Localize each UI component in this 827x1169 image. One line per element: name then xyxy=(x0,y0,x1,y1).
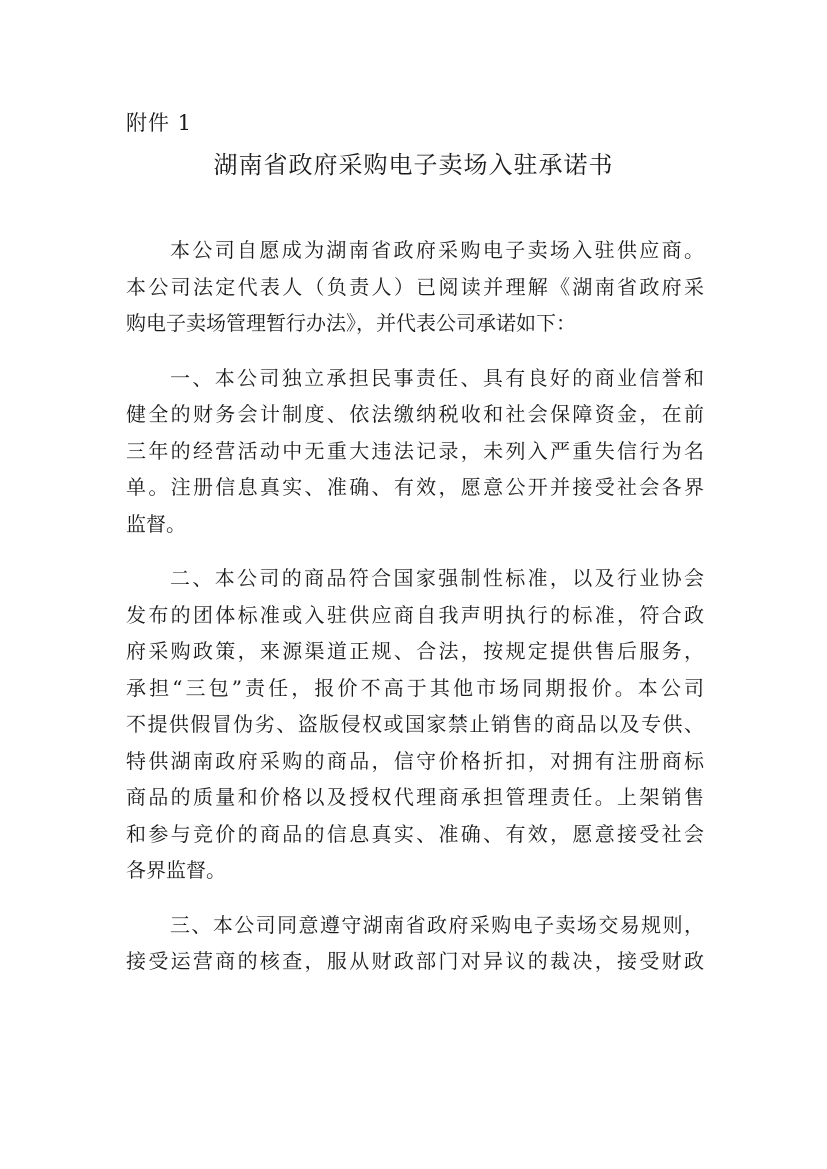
paragraph-line: 承担“三包”责任，报价不高于其他市场同期报价。本公司 xyxy=(126,675,704,700)
paragraph-line: 商品的质量和价格以及授权代理商承担管理责任。上架销售 xyxy=(126,785,704,809)
paragraph-line: 购电子卖场管理暂行办法》，并代表公司承诺如下： xyxy=(126,311,576,335)
paragraph-line: 和参与竞价的商品的信息真实、准确、有效，愿意接受社会 xyxy=(126,821,704,846)
paragraph-line: 健全的财务会计制度、依法缴纳税收和社会保障资金，在前 xyxy=(126,402,704,426)
paragraph-2 xyxy=(126,360,704,543)
document-title: 湖南省政府采购电子卖场入驻承诺书 xyxy=(213,151,614,179)
paragraph-line: 监督。 xyxy=(126,511,186,536)
paragraph-line: 三、本公司同意遵守湖南省政府采购电子卖场交易规则， xyxy=(170,912,704,937)
paragraph-line: 二、本公司的商品符合国家强制性标准，以及行业协会 xyxy=(170,566,704,590)
document-body xyxy=(126,232,704,980)
paragraph-line: 接受运营商的核查，服从财政部门对异议的裁决，接受财政 xyxy=(126,949,704,973)
attachment-label: 附件 1 xyxy=(126,111,193,135)
paragraph-line: 本公司自愿成为湖南省政府采购电子卖场入驻供应商。 xyxy=(170,238,704,262)
paragraph-line: 各界监督。 xyxy=(126,858,226,882)
paragraph-line: 特供湖南政府采购的商品，信守价格折扣，对拥有注册商标 xyxy=(126,748,704,773)
paragraph-line: 本公司法定代表人（负责人）已阅读并理解《湖南省政府采 xyxy=(126,274,704,299)
paragraph-line: 府采购政策，来源渠道正规、合法，按规定提供售后服务， xyxy=(126,639,704,663)
paragraph-4 xyxy=(126,907,704,980)
paragraph-line: 三年的经营活动中无重大违法记录，未列入严重失信行为名 xyxy=(126,438,704,463)
paragraph-line: 不提供假冒伪劣、盗版侵权或国家禁止销售的商品以及专供、 xyxy=(126,712,704,736)
paragraph-3 xyxy=(126,560,704,889)
paragraph-line: 单。注册信息真实、准确、有效，愿意公开并接受社会各界 xyxy=(126,475,704,499)
paragraph-1 xyxy=(126,232,704,342)
paragraph-line: 发布的团体标准或入驻供应商自我声明执行的标准，符合政 xyxy=(126,602,704,627)
paragraph-line: 一、本公司独立承担民事责任、具有良好的商业信誉和 xyxy=(170,365,704,390)
